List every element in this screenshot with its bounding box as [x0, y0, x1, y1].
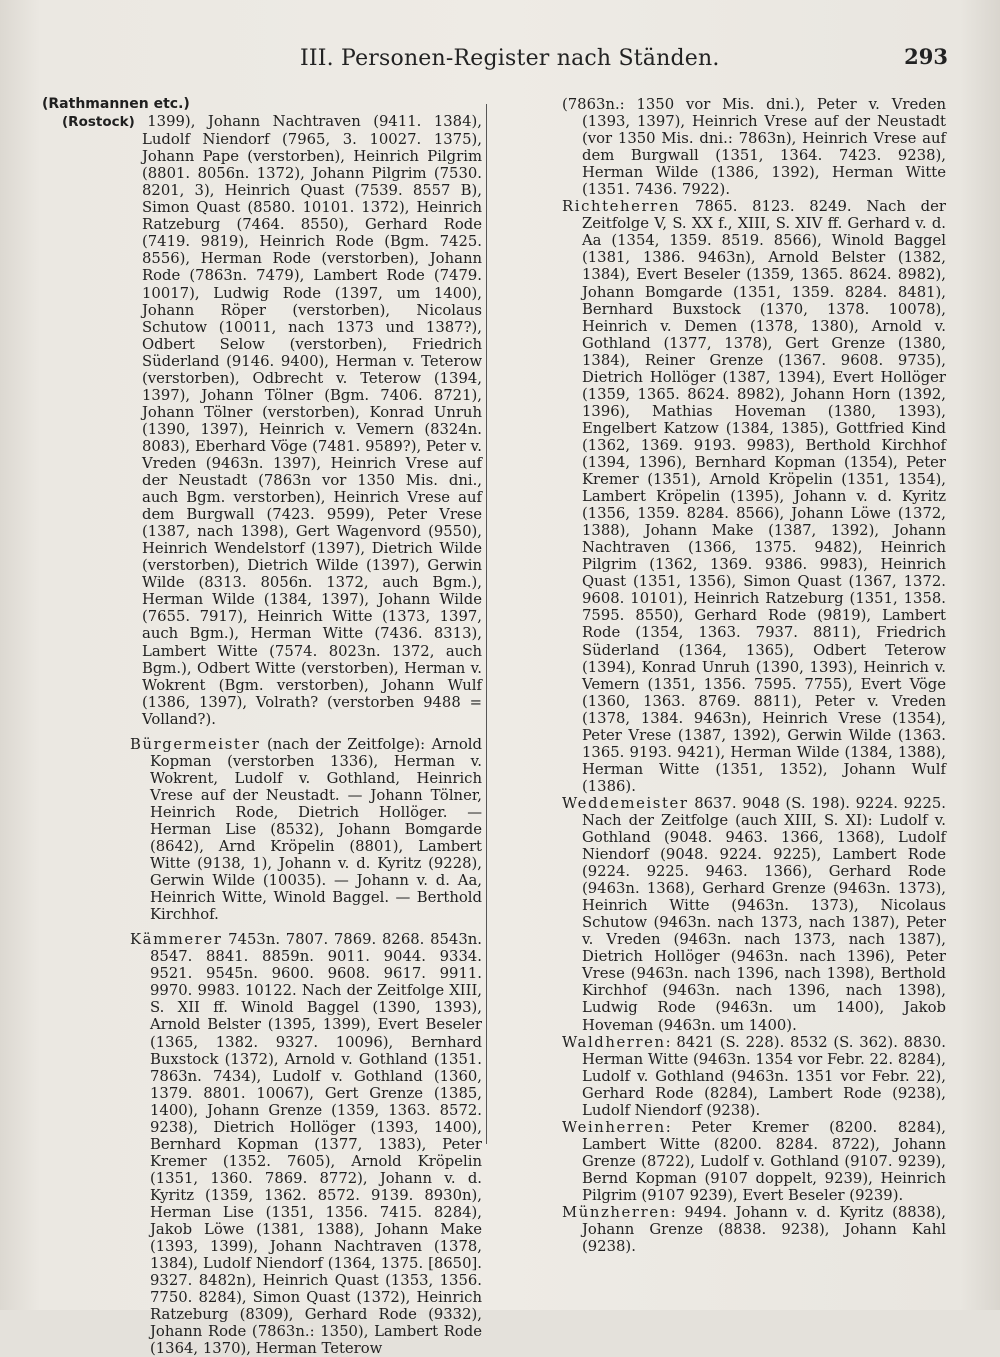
page-header — [0, 44, 1000, 84]
page-number: 293 — [904, 44, 948, 69]
rostock-text: 1399), Johann Nachtraven (9411. 1384), Ludolf Niendorf (7965, 3. 10027. 1375), Johann Pape (verstorben), Heinrich Pilgrim (8801. 8056n. 1372), Johann Pilgrim (7530. 8201, 3), Heinrich Quast (7539. 8557 B), Simon Quast (8580. 10101. 1372), Heinrich Ratzeburg (7464. 8550), Gerhard Rode (7419. 9819), Heinrich Rode (Bgm. 7425. 8556), Herman Rode (verstorben), Johann Rode (7863n. 7479), Lambert Rode (7479. 10017), Ludwig Rode (1397, um 1400), Johann Röper (verstorben), Nicolaus Schutow (10011, nach 1373 und 1387?), Odbert Selow (verstorben), Friedrich Süderland (9146. 9400), Herman v. Teterow (verstorben), Odbrecht v. Teterow (1394, 1397), Johann Tölner (Bgm. 7406. 8721), Johann Tölner (verstorben), Konrad Unruh (1390, 1397), Heinrich v. Vemern (8324n. 8083), Eberhard Vöge (7481. 9589?), Peter v. Vreden (9463n. 1397), Heinrich Vrese auf der Neustadt (7863n vor 1350 Mis. dni., auch Bgm. verstorben), Heinrich Vrese auf dem Burgwall (7423. 9599), Peter Vrese (1387, nach 1398), Gert Wagenvord (9550), Heinrich Wendelstorf (1397), Dietrich Wilde (verstorben), Dietrich Wilde (1397), Gerwin Wilde (8313. 8056n. 1372, auch Bgm.), Herman Wilde (1384, 1397), Johann Wilde (7655. 7917), Heinrich Witte (1373, 1397, auch Bgm.), Herman Witte (7436. 8313), Lambert Witte (7574. 8023n. 1372, auch Bgm.), Odbert Witte (verstorben), Herman v. Wokrent (Bgm. verstorben), Johann Wulf (1386, 1397), Volrath? (verstorben 9488 = Volland?). — [142, 113, 482, 728]
entry-richteherren — [562, 198, 946, 795]
right-column — [562, 96, 946, 1255]
left-column — [42, 96, 482, 1357]
term-buergermeister: Bürgermeister — [130, 735, 261, 753]
term-waldherren: Waldherren — [562, 1033, 666, 1051]
waldherren-text: : 8421 (S. 228). 8532 (S. 362). 8830. Herman Witte (9463n. 1354 vor Febr. 22. 8284), Ludolf v. Gothland (9463n. 1351 vor Febr. 22), Gerhard Rode (8284), Lambert Rode (9238), Ludolf Niendorf (9238). — [582, 1033, 946, 1119]
running-title: III. Personen-Register nach Ständen. — [300, 46, 720, 71]
term-muenzherren: Münzherren — [562, 1204, 671, 1222]
entry-kaemmerer — [42, 931, 482, 1357]
term-kaemmerer: Kämmerer — [130, 931, 223, 949]
entry-weinherren — [562, 1119, 946, 1204]
continuation-text: (7863n.: 1350 vor Mis. dni.), Peter v. Vreden (1393, 1397), Heinrich Vrese auf der Neustadt (vor 1350 Mis. dni.: 7863n), Heinrich Vrese auf dem Burgwall (1351, 1364. 7423. 9238), Herman Wilde (1386, 1392), Herman Witte (1351. 7436. 7922). — [562, 96, 946, 199]
weinherren-text: : Peter Kremer (8200. 8284), Lambert Witte (8200. 8284. 8722), Johann Grenze (8722), Ludolf v. Gothland (9107. 9239), Bernd Kopman (9107 doppelt, 9239), Heinrich Pilgrim (9107 9239), Evert Beseler (9239). — [582, 1118, 946, 1204]
section-heading-rathmannen: (Rathmannen etc.) — [42, 96, 190, 112]
entry-weddemeister — [562, 795, 946, 1034]
entry-continuation — [562, 96, 946, 198]
term-richteherren: Richteherren — [562, 198, 681, 216]
term-weinherren: Weinherren — [562, 1118, 666, 1136]
buergermeister-text: (nach der Zeitfolge): Arnold Kopman (verstorben 1336), Herman v. Wokrent, Ludolf v. Gothland, Heinrich Vrese auf der Neustadt. — Johann Tölner, Heinrich Rode, Dietrich Hollöger. — Herman Lise (8532), Johann Bomgarde (8642), Arnd Kröpelin (8801), Lambert Witte (9138, 1), Johann v. d. Kyritz (9228), Gerwin Wilde (10035). — Johann v. d. Aa, Heinrich Witte, Winold Baggel. — Berthold Kirchhof. — [150, 735, 482, 924]
entry-rostock — [42, 113, 482, 728]
weddemeister-text: 8637. 9048 (S. 198). 9224. 9225. Nach der Zeitfolge (auch XIII, S. XI): Ludolf v. Gothland (9048. 9463. 1366, 1368), Ludolf Niendorf (9048. 9224. 9225), Lambert Rode (9224. 9225. 9463. 1366), Gerhard Rode (9463n. 1368), Gerhard Grenze (9463n. 1373), Heinrich Witte (9463n. 1373), Nicolaus Schutow (9463n. nach 1373, nach 1387), Peter v. Vreden (9463n. nach 1373, nach 1387), Dietrich Hollöger (9463n. nach 1396), Peter Vrese (9463n. nach 1396, nach 1398), Berthold Kirchhof (9463n. nach 1396, nach 1398), Ludwig Rode (9463n. um 1400), Jakob Hoveman (9463n. um 1400). — [582, 794, 946, 1034]
muenzherren-text: : 9494. Johann v. d. Kyritz (8838), Johann Grenze (8838. 9238), Johann Kahl (9238). — [582, 1204, 946, 1256]
entry-muenzherren — [562, 1204, 946, 1255]
richteherren-text: 7865. 8123. 8249. Nach der Zeitfolge V, S. XX f., XIII, S. XIV ff. Gerhard v. d. Aa (1354, 1359. 8519. 8566), Winold Baggel (1381, 1386. 9463n), Arnold Belster (1382, 1384), Evert Beseler (1359, 1365. 8624. 8982), Johann Bomgarde (1351, 1359. 8284. 8481), Bernhard Buxstock (1370, 1378. 10078), Heinrich v. Demen (1378, 1380), Arnold v. Gothland (1377, 1378), Gert Grenze (1380, 1384), Reiner Grenze (1367. 9608. 9735), Dietrich Hollöger (1387, 1394), Evert Hollöger (1359, 1365. 8624. 8982), Johann Horn (1392, 1396), Mathias Hoveman (1380, 1393), Engelbert Katzow (1384, 1385), Gottfried Kind (1362, 1369. 9193. 9983), Berthold Kirchhof (1394, 1396), Bernhard Kopman (1354), Peter Kremer (1351), Arnold Kröpelin (1351, 1354), Lambert Kröpelin (1395), Johann v. d. Kyritz (1356, 1359. 8284. 8566), Johann Löwe (1372, 1388), Johann Make (1387, 1392), Johann Nachtraven (1366, 1375. 9482), Heinrich Pilgrim (1362, 1369. 9386. 9983), Heinrich Quast (1351, 1356), Simon Quast (1367, 1372. 9608. 10101), Heinrich Ratzeburg (1351, 1358. 7595. 8550), Gerhard Rode (9819), Lambert Rode (1354, 1363. 7937. 8811), Friedrich Süderland (1364, 1365), Odbert Teterow (1394), Konrad Unruh (1390, 1393), Heinrich v. Vemern (1351, 1356. 7595. 7755), Evert Vöge (1360, 1363. 8769. 8811), Peter v. Vreden (1378, 1384. 9463n), Heinrich Vrese (1354), Peter Vrese (1387, 1392), Gerwin Wilde (1363. 1365. 9193. 9421), Herman Wilde (1384, 1388), Herman Witte (1351, 1352), Johann Wulf (1386). — [582, 198, 946, 795]
entry-waldherren — [562, 1034, 946, 1119]
term-weddemeister: Weddemeister — [562, 794, 689, 812]
column-rule — [486, 104, 487, 1144]
subheading-rostock: (Rostock) — [62, 114, 135, 131]
kaemmerer-text: 7453n. 7807. 7869. 8268. 8543n. 8547. 8841. 8859n. 9011. 9044. 9334. 9521. 9545n. 9600. 9608. 9617. 9911. 9970. 9983. 10122. Nach der Zeitfolge XIII, S. XII ff. Winold Baggel (1390, 1393), Arnold Belster (1395, 1399), Evert Beseler (1365, 1382. 9327. 10096), Bernhard Buxstock (1372), Arnold v. Gothland (1351. 7863n. 7434), Ludolf v. Gothland (1360, 1379. 8801. 10067), Gert Grenze (1385, 1400), Johann Grenze (1359, 1363. 8572. 9238), Dietrich Hollöger (1393, 1400), Bernhard Kopman (1377, 1383), Peter Kremer (1352. 7605), Arnold Kröpelin (1351, 1360. 7869. 8772), Johann v. d. Kyritz (1359, 1362. 8572. 9139. 8930n), Herman Lise (1351, 1356. 7415. 8284), Jakob Löwe (1381, 1388), Johann Make (1393, 1399), Johann Nachtraven (1378, 1384), Ludolf Niendorf (1364, 1375. [8650]. 9327. 8482n), Heinrich Quast (1353, 1356. 7750. 8284), Simon Quast (1372), Heinrich Ratzeburg (8309), Gerhard Rode (9332), Johann Rode (7863n.: 1350), Lambert Rode (1364, 1370), Herman Teterow — [150, 931, 482, 1357]
entry-buergermeister — [42, 736, 482, 924]
